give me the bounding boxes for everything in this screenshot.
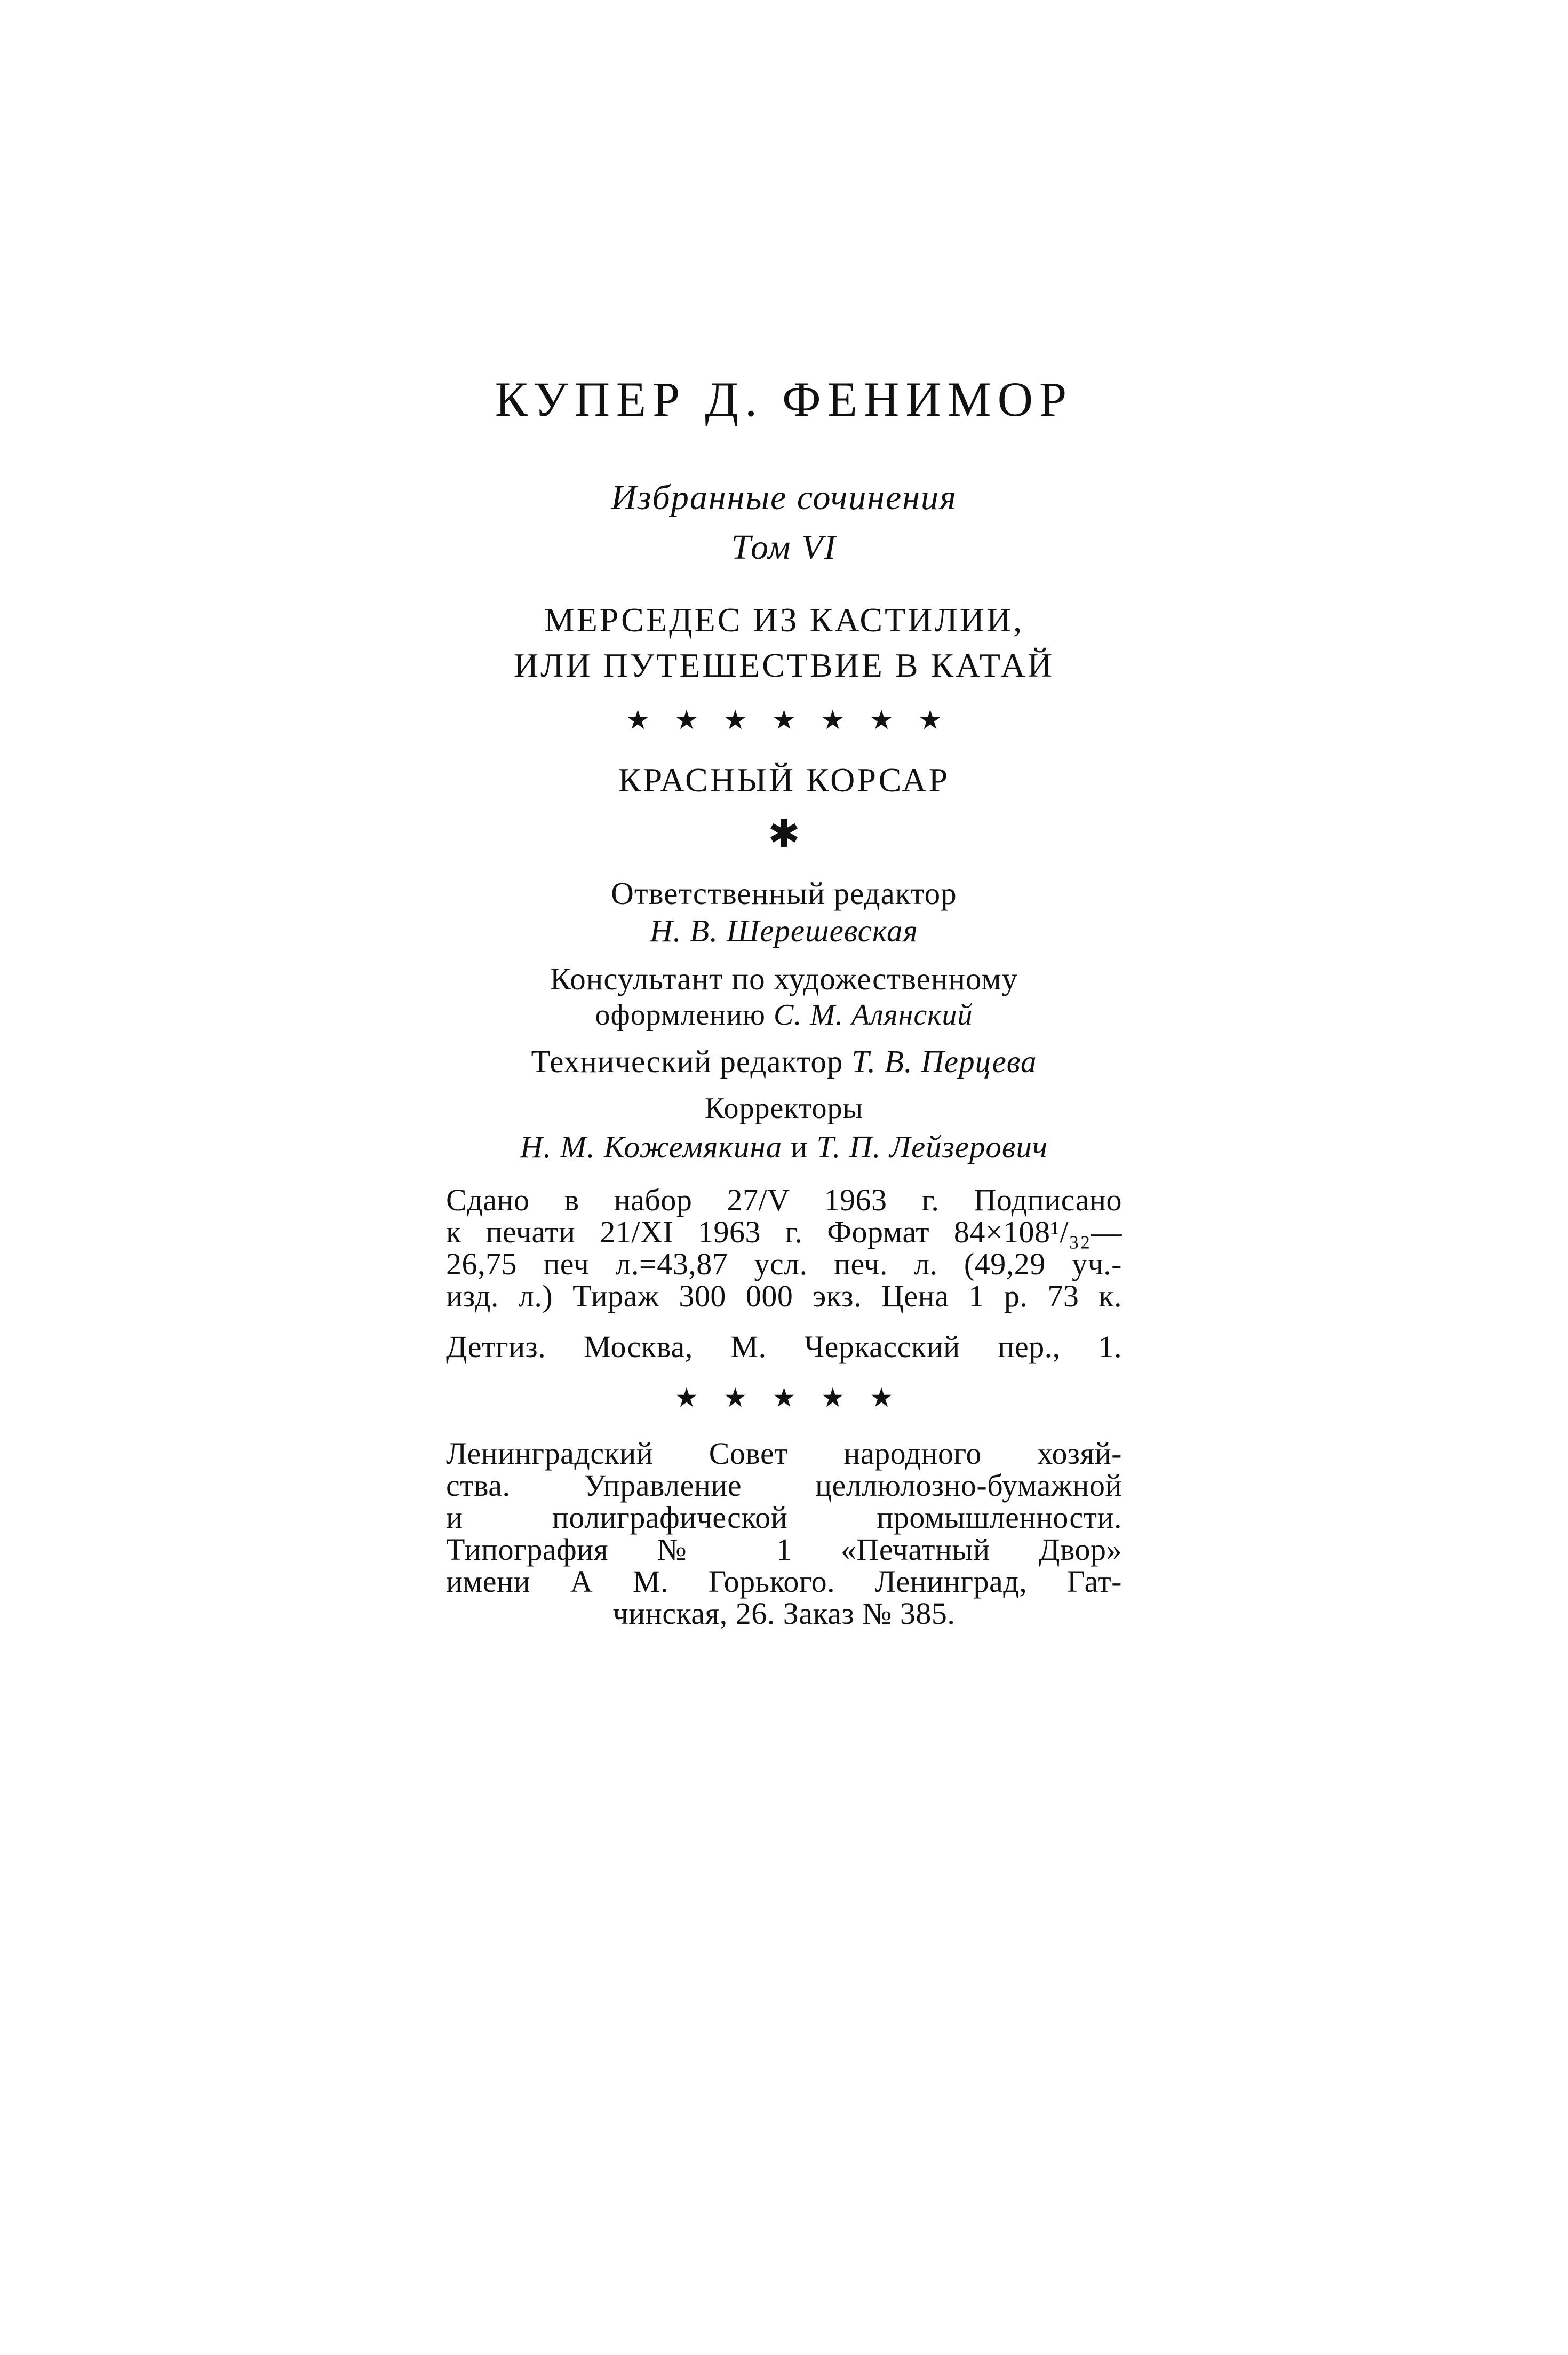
correctors-label: Корректоры (704, 1092, 864, 1125)
printer-line: Типография № 1 «Печатный Двор» (446, 1532, 1122, 1567)
publisher-line: Детгиз. Москва, М. Черкасский пер., 1. (446, 1329, 1122, 1364)
volume-number: Том VI (731, 528, 837, 567)
asterisk-icon: ✱ (768, 813, 800, 855)
star-icon: ★ (772, 1383, 796, 1413)
star-icon: ★ (821, 1383, 845, 1413)
star-icon: ★ (869, 705, 894, 735)
editor-name: Н. В. Шерешевская (650, 913, 918, 948)
corrector-name: Т. П. Лейзерович (816, 1129, 1048, 1164)
star-divider-2 (0, 1382, 1568, 1413)
author-name: КУПЕР Д. ФЕНИМОР (495, 372, 1073, 426)
tech-editor-line (0, 1043, 1568, 1080)
star-icon: ★ (869, 1383, 894, 1413)
star-divider (0, 704, 1568, 735)
printer-line: и полиграфической промышленности. (446, 1500, 1122, 1535)
tech-editor-label: Технический редактор (531, 1044, 843, 1079)
star-icon: ★ (674, 705, 699, 735)
consultant-label-cont: оформлению (595, 998, 766, 1032)
star-icon: ★ (674, 1383, 699, 1413)
star-icon: ★ (772, 705, 796, 735)
star-icon: ★ (918, 705, 942, 735)
printer-line: чинская, 26. Заказ № 385. (612, 1596, 956, 1631)
printer-line: Ленинградский Совет народного хозяй- (446, 1436, 1122, 1471)
printer-line: ства. Управление целлюлозно-бумажной (446, 1468, 1122, 1503)
star-icon: ★ (723, 705, 747, 735)
tech-editor-name: Т. В. Перцева (851, 1044, 1037, 1079)
work-title-line1: МЕРСЕДЕС ИЗ КАСТИЛИИ, (544, 601, 1024, 639)
imprint-line: изд. л.) Тираж 300 000 экз. Цена 1 р. 73 к. (446, 1279, 1122, 1313)
star-icon: ★ (723, 1383, 747, 1413)
imprint-line: 26,75 печ л.=43,87 усл. печ. л. (49,29 уч.- (446, 1247, 1122, 1281)
work-title-second: КРАСНЫЙ КОРСАР (618, 761, 950, 799)
imprint-line: к печати 21/XI 1963 г. Формат 84×108¹/₃₂— (446, 1215, 1122, 1249)
work-title-line2: ИЛИ ПУТЕШЕСТВИЕ В КАТАЙ (513, 646, 1055, 684)
editor-label: Ответственный редактор (611, 876, 957, 911)
corrector-name: Н. М. Кожемякина (520, 1129, 783, 1164)
series-title: Избранные сочинения (611, 478, 957, 517)
star-icon: ★ (821, 705, 845, 735)
consultant-label: Консультант по художественному (550, 961, 1018, 996)
correctors-names (0, 1129, 1568, 1165)
consultant-name: С. М. Алянский (773, 998, 973, 1032)
consultant-line (0, 998, 1568, 1032)
printer-line: имени А М. Горького. Ленинград, Гат- (446, 1564, 1122, 1599)
imprint-line: Сдано в набор 27/V 1963 г. Подписано (446, 1183, 1122, 1217)
conjunction: и (791, 1129, 808, 1164)
star-icon: ★ (626, 705, 650, 735)
